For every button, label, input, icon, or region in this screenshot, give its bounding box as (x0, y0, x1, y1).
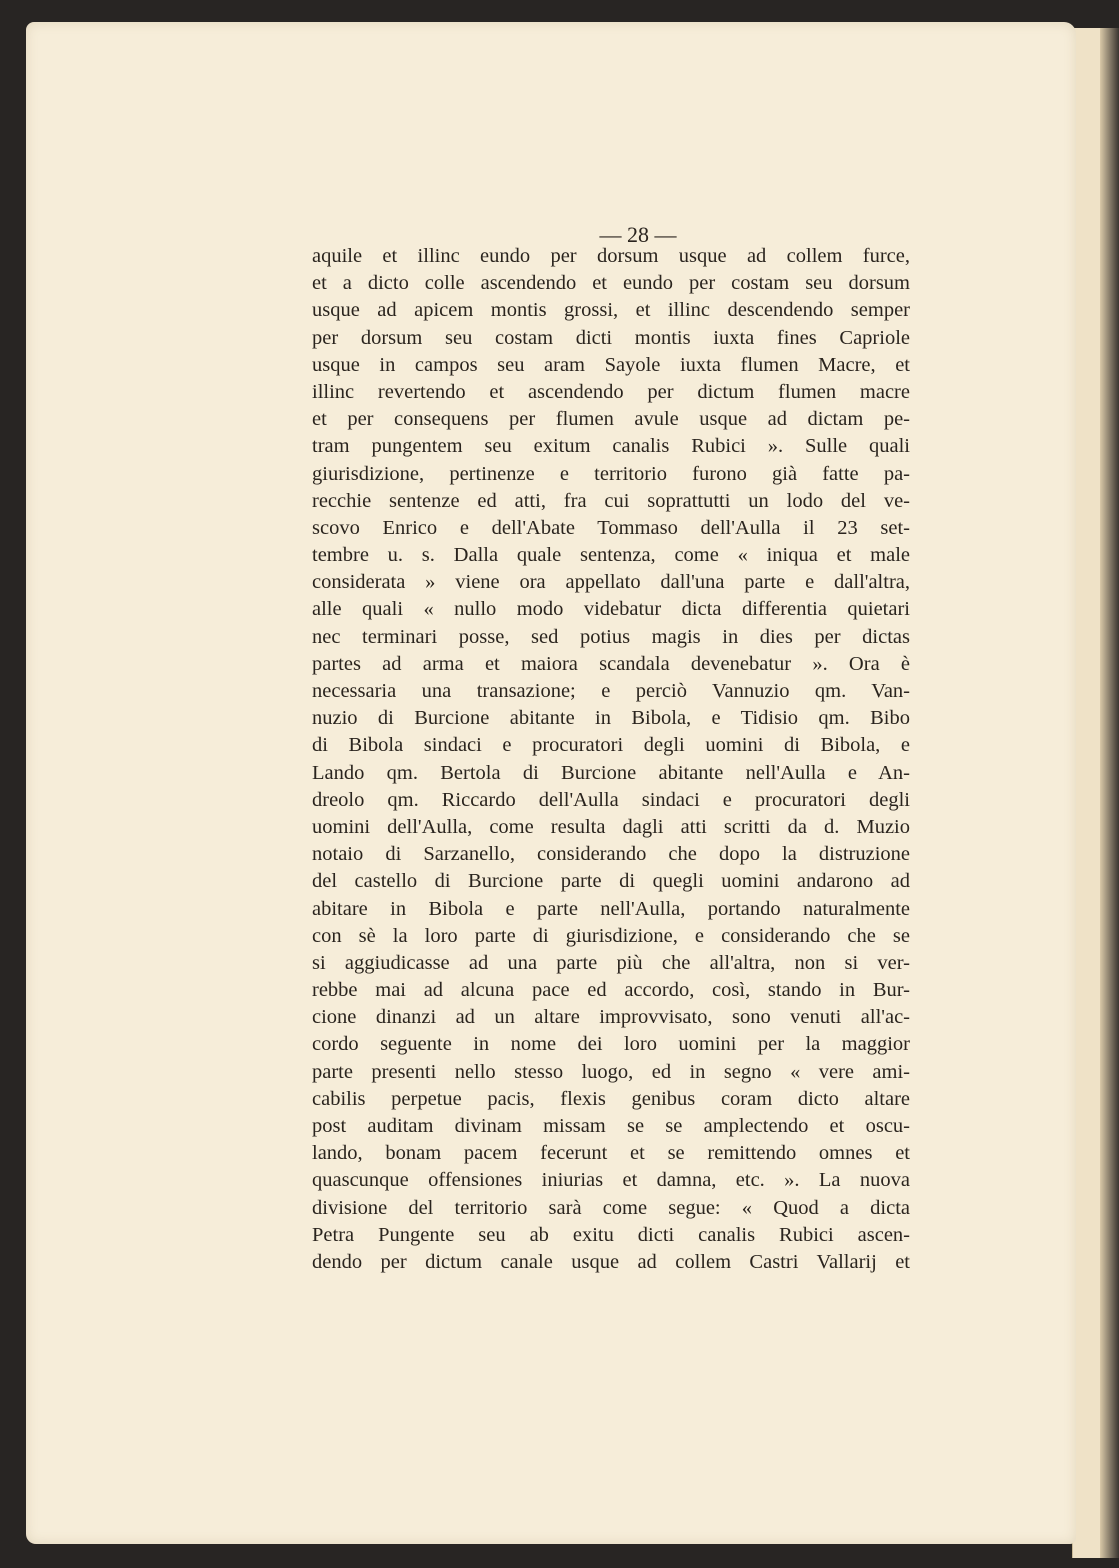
text-line: con sè la loro parte di giurisdizione, e considerando che se (312, 924, 910, 947)
text-line: post auditam divinam missam se se amplectendo et oscu- (312, 1115, 910, 1137)
text-line: del castello di Burcione parte di quegli uomini andarono ad (312, 870, 910, 893)
text-line: aquile et illinc eundo per dorsum usque ad collem furce, (312, 245, 910, 267)
text-line: Lando qm. Bertola di Burcione abitante nell'Aulla e An- (312, 761, 910, 784)
text-line: rebbe mai ad alcuna pace ed accordo, così, stando in Bur- (312, 979, 910, 1002)
text-line: alle quali « nullo modo videbatur dicta differentia quietari (312, 598, 910, 621)
text-line: illinc revertendo et ascendendo per dictum flumen macre (312, 380, 910, 403)
text-line: cione dinanzi ad un altare improvvisato, sono venuti all'ac- (312, 1006, 910, 1029)
text-line: quascunque offensiones iniurias et damna, etc. ». La nuova (312, 1169, 910, 1192)
text-line: nec terminari posse, sed potius magis in dies per dictas (312, 625, 910, 648)
text-line: cabilis perpetue pacis, flexis genibus coram dicto altare (312, 1087, 910, 1110)
text-line: Petra Pungente seu ab exitu dicti canalis Rubici ascen- (312, 1223, 910, 1246)
text-line: di Bibola sindaci e procuratori degli uomini di Bibola, e (312, 734, 910, 757)
text-line: divisione del territorio sarà come segue: « Quod a dicta (312, 1196, 910, 1219)
text-line: per dorsum seu costam dicti montis iuxta fines Capriole (312, 326, 910, 349)
text-line: nuzio di Burcione abitante in Bibola, e Tidisio qm. Bibo (312, 707, 910, 730)
text-line: uomini dell'Aulla, come resulta dagli atti scritti da d. Muzio (312, 815, 910, 838)
text-line: notaio di Sarzanello, considerando che dopo la distruzione (312, 843, 910, 866)
page-number: — 28 — (599, 222, 677, 247)
text-line: et per consequens per flumen avule usque ad dictam pe- (312, 408, 910, 431)
text-line: si aggiudicasse ad una parte più che all'altra, non si ver- (312, 951, 910, 974)
text-line: giurisdizione, pertinenze e territorio furono già fatte pa- (312, 462, 910, 485)
text-line: parte presenti nello stesso luogo, ed in segno « vere ami- (312, 1060, 910, 1083)
text-line: dreolo qm. Riccardo dell'Aulla sindaci e procuratori degli (312, 788, 910, 811)
text-line: dendo per dictum canale usque ad collem Castri Vallarij et (312, 1250, 910, 1273)
text-line: abitare in Bibola e parte nell'Aulla, portando naturalmente (312, 897, 910, 920)
text-line: et a dicto colle ascendendo et eundo per costam seu dorsum (312, 272, 910, 295)
text-line: tembre u. s. Dalla quale sentenza, come « iniqua et male (312, 544, 910, 567)
body-text (312, 243, 910, 1276)
text-line: recchie sentenze ed atti, fra cui soprattutti un lodo del ve- (312, 489, 910, 512)
binding-shadow (1100, 28, 1119, 1558)
text-line: usque in campos seu aram Sayole iuxta flumen Macre, et (312, 353, 910, 376)
text-line: necessaria una transazione; e perciò Vannuzio qm. Van- (312, 680, 910, 702)
text-line: cordo seguente in nome dei loro uomini per la maggior (312, 1033, 910, 1056)
text-line: lando, bonam pacem fecerunt et se remittendo omnes et (312, 1142, 910, 1165)
text-line: partes ad arma et maiora scandala devenebatur ». Ora è (312, 652, 910, 675)
text-line: usque ad apicem montis grossi, et illinc descendendo semper (312, 299, 910, 322)
text-line: scovo Enrico e dell'Abate Tommaso dell'Aulla il 23 set- (312, 516, 910, 539)
text-line: considerata » viene ora appellato dall'una parte e dall'altra, (312, 571, 910, 594)
text-line: tram pungentem seu exitum canalis Rubici ». Sulle quali (312, 435, 910, 458)
